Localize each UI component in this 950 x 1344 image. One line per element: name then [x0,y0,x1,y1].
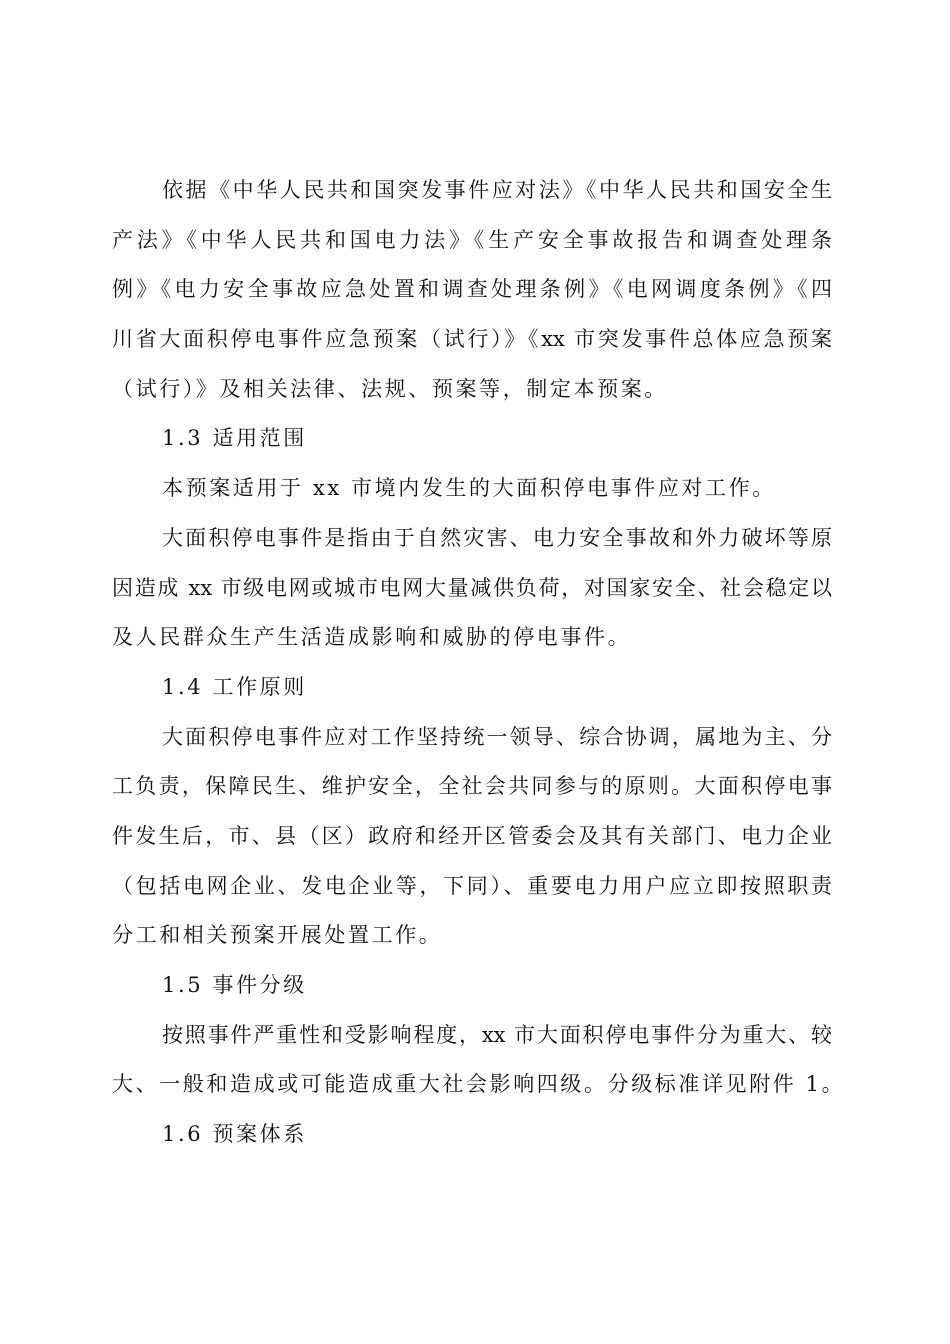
text-line: 依据《中华人民共和国突发事件应对法》《中华人民共和国安全生 [162,178,832,202]
text-line: 工负责，保障民生、维护安全，全社会共同参与的原则。大面积停电事 [112,774,832,799]
paragraph [112,1011,846,1110]
text-line: 件发生后，市、县（区）政府和经开区管委会及其有关部门、电力企业 [112,823,832,848]
text-line: 大面积停电事件是指由于自然灾害、电力安全事故和外力破坏等原 [162,525,832,550]
text-line: 大面积停电事件应对工作坚持统一领导、综合协调，属地为主、分 [162,724,832,749]
document-page [112,166,846,1160]
paragraph [112,464,832,514]
paragraph [112,713,832,961]
text-line: 因造成 xx 市级电网或城市电网大量减供负荷，对国家安全、社会稳定以 [112,575,832,600]
text-line: 1.6 预案体系 [162,1122,307,1147]
section-heading [112,663,832,713]
text-line: 1.4 工作原则 [162,674,307,699]
text-line: 大、一般和造成或可能造成重大社会影响四级。分级标准详见附件 1。 [112,1072,846,1097]
text-line: 分工和相关预案开展处置工作。 [112,923,443,948]
section-heading [112,414,832,464]
paragraph [112,514,832,663]
text-line: 川省大面积停电事件应急预案（试行）》《xx 市突发事件总体应急预案 [112,327,832,352]
text-line: 本预案适用于 xx 市境内发生的大面积停电事件应对工作。 [162,476,776,501]
section-heading [112,961,832,1011]
text-line: 1.5 事件分级 [162,973,307,997]
text-line: 及人民群众生产生活造成影响和威胁的停电事件。 [112,625,632,650]
text-line: 按照事件严重性和受影响程度，xx 市大面积停电事件分为重大、较 [162,1022,832,1047]
paragraph [112,166,832,414]
section-heading [112,1110,832,1160]
text-line: （包括电网企业、发电企业等，下同）、重要电力用户应立即按照职责 [112,873,832,898]
text-line: 1.3 适用范围 [162,426,307,451]
text-line: 产法》《中华人民共和国电力法》《生产安全事故报告和调查处理条 [112,227,832,252]
text-line: （试行）》及相关法律、法规、预案等，制定本预案。 [112,376,668,401]
text-line: 例》《电力安全事故应急处置和调查处理条例》《电网调度条例》《四 [112,277,832,302]
